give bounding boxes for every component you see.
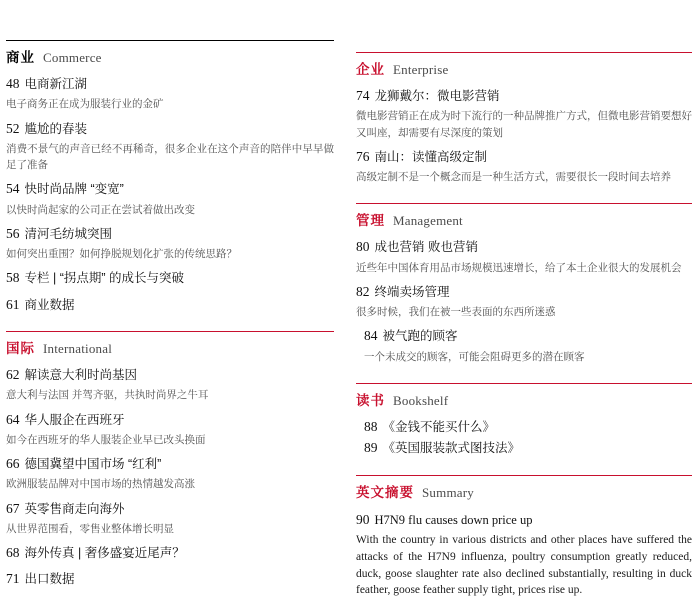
page-number: 62	[6, 367, 20, 383]
entry-title-line	[356, 143, 692, 167]
entry-title-text: 龙狮戴尔：微电影营销	[374, 89, 500, 103]
page-number: 64	[6, 411, 20, 427]
section-gap	[356, 459, 692, 475]
entry-title-text: 快时尚品牌 “变宽”	[24, 182, 124, 197]
section-commerce	[6, 40, 334, 315]
list-item[interactable]	[6, 361, 334, 404]
page-number: 48	[6, 76, 20, 91]
entry-title-line	[6, 450, 334, 474]
entry-description: 从世界范围看，零售业整体增长明显	[6, 522, 174, 535]
left-column	[0, 0, 346, 591]
entry-title-text: 英零售商走向海外	[24, 501, 125, 516]
page-number: 76	[356, 148, 370, 164]
summary-body: With the country in various districts and other places have suffered the attacks of the H7N9 influenza, poultry consumption greatly reduced, duck, goose slaughter rate also declined substantially, resulting in duck feather, goose feather supply tight, prices rise up.	[356, 534, 692, 597]
section-header-commerce	[6, 41, 334, 70]
section-header-summary	[356, 476, 692, 505]
list-item[interactable]	[6, 220, 334, 263]
entry-description: 如今在西班牙的华人服装企业早已改头换面	[6, 433, 206, 446]
section-header-international	[6, 332, 334, 361]
section-bookshelf	[356, 383, 692, 459]
left-top-spacer	[6, 0, 334, 40]
entry-title-line	[6, 70, 334, 94]
entry-title-text: 南山：读懂高级定制	[374, 149, 488, 164]
entry-title-line	[356, 278, 692, 302]
page-number: 82	[356, 283, 370, 299]
section-enterprise	[356, 52, 692, 185]
entry-description: 欧洲服装品牌对中国市场的热情越发高涨	[6, 478, 195, 491]
section-management	[356, 203, 692, 365]
page-number: 52	[6, 120, 20, 136]
entry-title-line	[6, 115, 334, 139]
entry-description: 高级定制不是一个概念而是一种生活方式，需要很长一段时间去培养	[356, 171, 671, 184]
page-number: 67	[6, 500, 20, 516]
page-number: 68	[6, 545, 20, 561]
entry-description: 电子商务正在成为服装行业的金矿	[6, 98, 164, 111]
section-title-cn: 国际	[6, 341, 35, 357]
section-header-enterprise	[356, 53, 692, 82]
entry-description: 很多时候，我们在被一些表面的东西所迷惑	[356, 306, 556, 319]
entry-title-text: 电商新江湖	[24, 77, 88, 91]
entry-title-text: 解读意大利时尚基因	[24, 368, 138, 383]
entry-title-line	[356, 233, 692, 257]
section-title-en: Management	[393, 213, 463, 229]
entry-title-text: 尴尬的春装	[24, 121, 88, 136]
data-row-label: 《金钱不能买什么》	[382, 419, 496, 434]
entry-description: 如何突出重围？如何挣脱规划化扩张的传统思路？	[6, 248, 237, 261]
entry-title-line	[6, 406, 334, 430]
list-item[interactable]	[356, 413, 692, 438]
section-international	[6, 331, 334, 590]
entry-title-line	[6, 539, 334, 563]
list-item[interactable]	[6, 264, 334, 288]
list-item[interactable]	[6, 70, 334, 113]
section-title-cn: 商业	[6, 50, 35, 65]
page-number: 84	[364, 328, 378, 344]
data-row-label: 商业数据	[24, 297, 75, 312]
list-item[interactable]	[6, 495, 334, 538]
entry-title-text: 被气跑的顾客	[382, 329, 458, 344]
entry-description: 近些年中国体育用品市场规模迅速增长，给了本土企业很大的发展机会	[356, 261, 682, 274]
entry-description: 意大利与法国 并驾齐驱，共执时尚界之牛耳	[6, 389, 209, 402]
entry-title-line	[6, 175, 334, 199]
entry-title-line	[356, 82, 692, 106]
section-header-management	[356, 204, 692, 233]
entry-title-text: 海外传真 | 奢侈盛宴近尾声？	[24, 546, 185, 561]
entry-title-line	[6, 361, 334, 385]
section-title-en: Commerce	[43, 50, 102, 65]
section-title-en: Summary	[422, 485, 474, 501]
section-title-cn: 读书	[356, 392, 385, 408]
entry-description: 以快时尚起家的公司正在尝试着做出改变	[6, 203, 195, 216]
right-top-spacer	[356, 0, 692, 52]
list-item[interactable]	[6, 115, 334, 174]
entry-title-text: 德国冀望中国市场 “红利”	[24, 457, 162, 472]
entry-title-line	[356, 322, 692, 346]
section-title-en: Bookshelf	[393, 392, 449, 408]
list-item[interactable]	[356, 143, 692, 186]
section-title-cn: 英文摘要	[356, 485, 414, 501]
section-title-en: International	[43, 341, 113, 357]
entry-title-text: 成也营销 败也营销	[374, 240, 478, 255]
page-number: 66	[6, 456, 20, 472]
list-item[interactable]	[6, 565, 334, 590]
entry-title-line	[6, 495, 334, 519]
data-row-label: 出口数据	[24, 572, 75, 587]
entry-title-line	[6, 220, 334, 244]
page-number: 56	[6, 225, 20, 241]
page-number: 61	[6, 296, 20, 312]
section-gap	[6, 315, 334, 331]
page-number: 54	[6, 181, 20, 197]
summary-title-line[interactable]	[356, 505, 692, 530]
page-number: 71	[6, 571, 20, 587]
page-number: 89	[364, 440, 378, 456]
list-item[interactable]	[6, 539, 334, 563]
section-gap	[356, 367, 692, 383]
page-number: 88	[364, 418, 378, 434]
list-item[interactable]	[6, 406, 334, 449]
entry-title-text: 终端卖场管理	[374, 284, 450, 299]
summary-title-text: H7N9 flu causes down price up	[374, 513, 533, 528]
section-gap	[356, 187, 692, 203]
list-item[interactable]	[6, 175, 334, 218]
section-title-cn: 企业	[356, 62, 385, 77]
page-number: 74	[356, 88, 370, 103]
page-number: 80	[356, 239, 370, 255]
list-item[interactable]	[356, 233, 692, 276]
list-item[interactable]	[6, 291, 334, 316]
list-item[interactable]	[6, 450, 334, 493]
data-row-label: 《英国服装款式图技法》	[382, 441, 521, 456]
section-header-bookshelf	[356, 384, 692, 413]
right-column	[346, 0, 700, 597]
section-summary	[356, 475, 692, 599]
entry-title-text: 华人服企在西班牙	[24, 412, 125, 427]
list-item[interactable]	[356, 322, 692, 365]
entry-description: 消费不景气的声音已经不再稀奇，很多企业在这个声音的陪伴中早早做足了准备	[6, 142, 334, 172]
page-number: 58	[6, 270, 20, 286]
entry-title-text: 专栏 | “拐点期” 的成长与突破	[24, 271, 184, 286]
entry-description: 一个未成交的顾客，可能会阻碍更多的潜在顾客	[364, 350, 585, 363]
entry-description: 微电影营销正在成为时下流行的一种品牌推广方式，但微电影营销要想好又叫座，却需要有尽深度的策划	[356, 110, 692, 139]
list-item[interactable]	[356, 82, 692, 141]
list-item[interactable]	[356, 278, 692, 321]
page-number: 90	[356, 512, 370, 528]
entry-title-line	[6, 264, 334, 288]
list-item[interactable]	[356, 437, 692, 459]
section-title-cn: 管理	[356, 213, 385, 229]
section-title-en: Enterprise	[393, 62, 449, 77]
entry-title-text: 清河毛纺城突围	[24, 226, 113, 241]
